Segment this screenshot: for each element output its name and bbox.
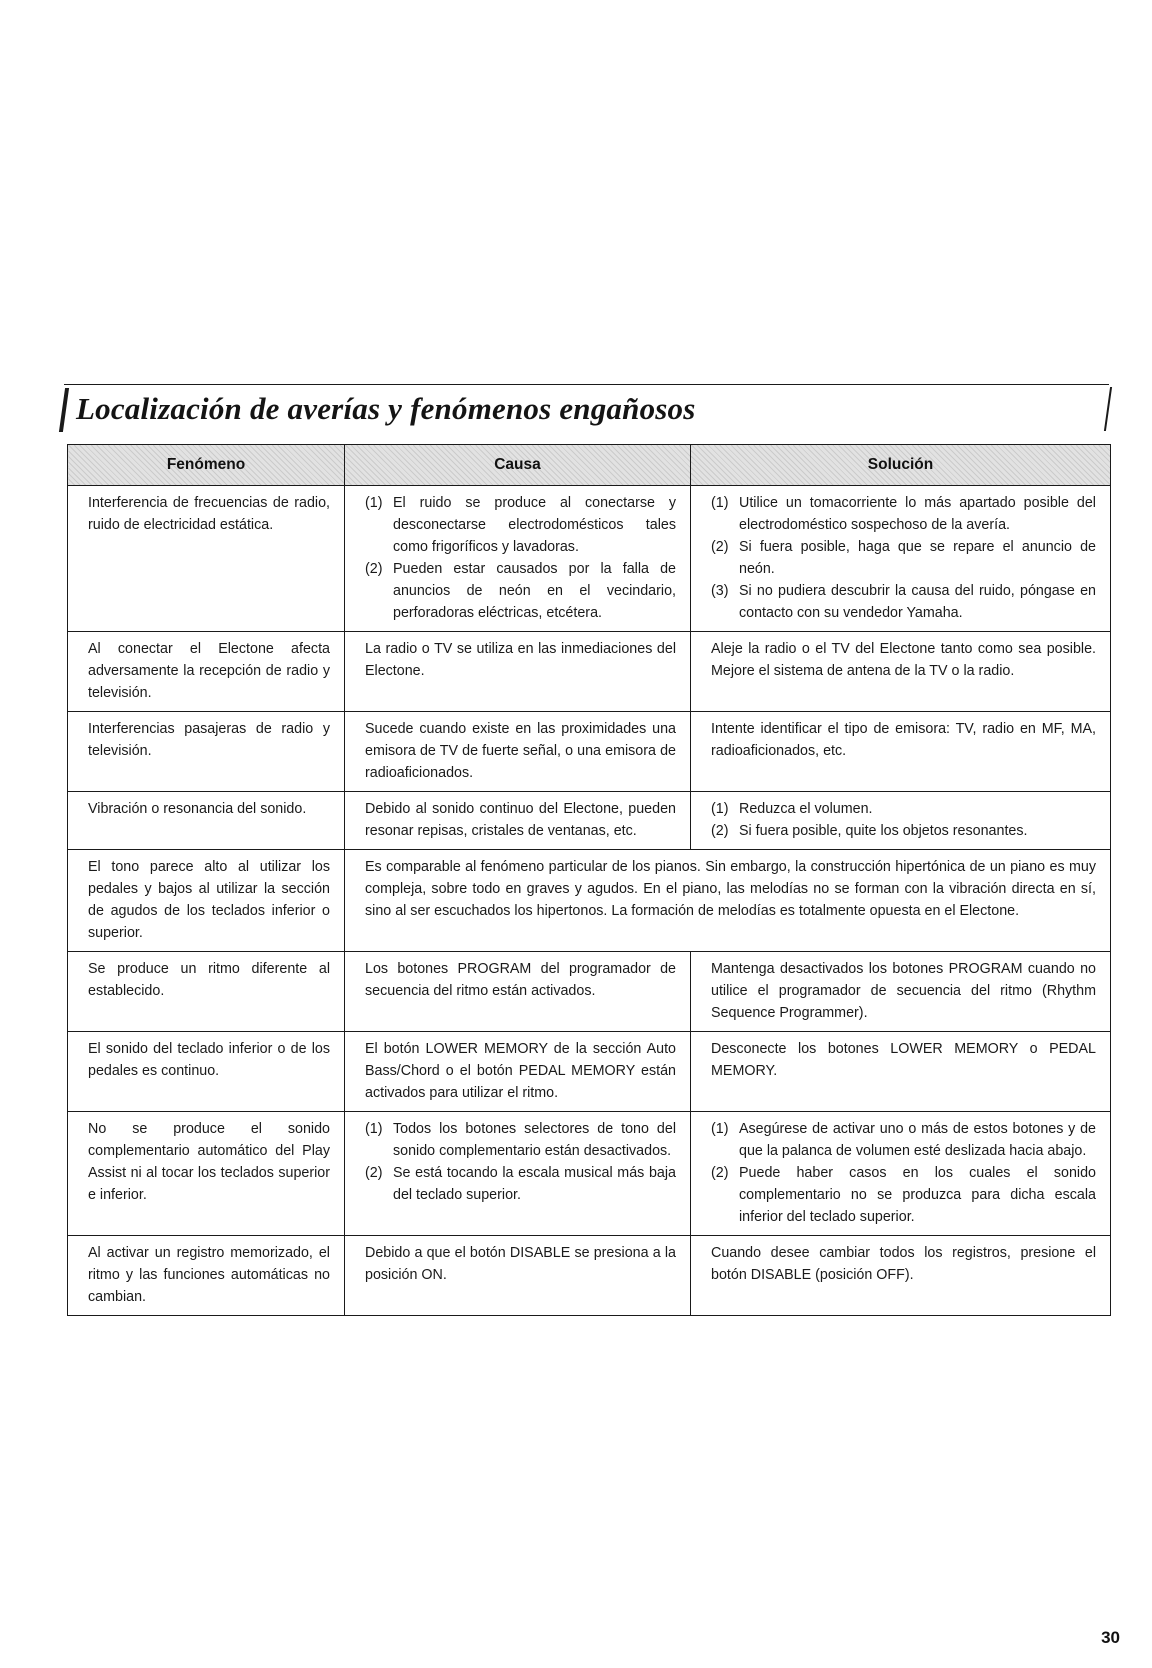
list-item: (2) Pueden estar causados por la falla de anuncios de neón en el vecindario, perforadoras eléctricas, etcétera. (365, 561, 676, 621)
header-causa: Causa (345, 445, 691, 486)
solucion-cell: Mantenga desactivados los botones PROGRAM cuando no utilice el programador de secuencia del ritmo (Rhythm Sequence Programmer). (691, 952, 1111, 1032)
table-row (68, 952, 1111, 1032)
table-row (68, 792, 1111, 850)
fenomeno-cell: No se produce el sonido complementario automático del Play Assist ni al tocar los teclados superior e inferior. (68, 1112, 345, 1236)
solucion-cell (691, 792, 1111, 850)
causa-cell: Debido al sonido continuo del Electone, pueden resonar repisas, cristales de ventanas, etc. (345, 792, 691, 850)
causa-cell (345, 1112, 691, 1236)
section-title-block (64, 384, 1109, 441)
header-fenomeno: Fenómeno (68, 445, 345, 486)
list-item: (2) Si fuera posible, haga que se repare el anuncio de neón. (711, 539, 1096, 577)
causa-cell: Debido a que el botón DISABLE se presiona a la posición ON. (345, 1236, 691, 1316)
fenomeno-cell: Interferencia de frecuencias de radio, ruido de electricidad estática. (68, 486, 345, 632)
fenomeno-cell: Interferencias pasajeras de radio y televisión. (68, 712, 345, 792)
troubleshooting-table (67, 444, 1111, 1316)
list-item: (2) Puede haber casos en los cuales el sonido complementario no se produzca para dicha escala inferior del teclado superior. (711, 1165, 1096, 1225)
page-title: Localización de averías y fenómenos engañosos (76, 391, 696, 426)
causa-cell: Sucede cuando existe en las proximidades una emisora de TV de fuerte señal, o una emisora de radioaficionados. (345, 712, 691, 792)
solucion-cell: Intente identificar el tipo de emisora: TV, radio en MF, MA, radioaficionados, etc. (691, 712, 1111, 792)
causa-cell: El botón LOWER MEMORY de la sección Auto Bass/Chord o el botón PEDAL MEMORY están activados para utilizar el ritmo. (345, 1032, 691, 1112)
fenomeno-cell: El sonido del teclado inferior o de los pedales es continuo. (68, 1032, 345, 1112)
causa-cell: Los botones PROGRAM del programador de secuencia del ritmo están activados. (345, 952, 691, 1032)
title-left-rule (59, 388, 69, 432)
causa-cell: La radio o TV se utiliza en las inmediaciones del Electone. (345, 632, 691, 712)
solucion-cell (691, 1112, 1111, 1236)
list-item: (3) Si no pudiera descubrir la causa del ruido, póngase en contacto con su vendedor Yamaha. (711, 583, 1096, 621)
solucion-cell: Cuando desee cambiar todos los registros, presione el botón DISABLE (posición OFF). (691, 1236, 1111, 1316)
list-item: (1) Reduzca el volumen. (711, 801, 873, 817)
fenomeno-cell: El tono parece alto al utilizar los pedales y bajos al utilizar la sección de agudos de los teclados inferior o superior. (68, 850, 345, 952)
table-header-row (68, 445, 1111, 486)
causa-cell (345, 486, 691, 632)
solucion-cell: Aleje la radio o el TV del Electone tanto como sea posible. Mejore el sistema de antena de la TV o la radio. (691, 632, 1111, 712)
title-right-rule (1104, 387, 1112, 431)
list-item: (1) Utilice un tomacorriente lo más apartado posible del electrodoméstico sospechoso de la avería. (711, 495, 1096, 533)
table-row (68, 1236, 1111, 1316)
fenomeno-cell: Vibración o resonancia del sonido. (68, 792, 345, 850)
list-item: (1) El ruido se produce al conectarse y desconectarse electrodomésticos tales como frigoríficos y lavadoras. (365, 495, 676, 555)
table-row (68, 850, 1111, 952)
list-item: (1) Asegúrese de activar uno o más de estos botones y de que la palanca de volumen esté deslizada hacia abajo. (711, 1121, 1096, 1159)
fenomeno-cell: Al conectar el Electone afecta adversamente la recepción de radio y televisión. (68, 632, 345, 712)
table-row (68, 1112, 1111, 1236)
fenomeno-cell: Al activar un registro memorizado, el ritmo y las funciones automáticas no cambian. (68, 1236, 345, 1316)
table-row (68, 486, 1111, 632)
page-number: 30 (1101, 1628, 1120, 1647)
fenomeno-cell: Se produce un ritmo diferente al establecido. (68, 952, 345, 1032)
solucion-cell (691, 486, 1111, 632)
table-row (68, 632, 1111, 712)
list-item: (1) Todos los botones selectores de tono del sonido complementario están desactivados. (365, 1121, 676, 1159)
list-item: (2) Se está tocando la escala musical más baja del teclado superior. (365, 1165, 676, 1203)
table-row (68, 1032, 1111, 1112)
header-solucion: Solución (691, 445, 1111, 486)
table-row (68, 712, 1111, 792)
list-item: (2) Si fuera posible, quite los objetos resonantes. (711, 823, 1028, 839)
solucion-cell: Desconecte los botones LOWER MEMORY o PEDAL MEMORY. (691, 1032, 1111, 1112)
merged-explanation-cell: Es comparable al fenómeno particular de los pianos. Sin embargo, la construcción hipertónica de un piano es muy compleja, sobre todo en graves y agudos. En el piano, las melodías no se forman con la vibración directa en sí, sino al ser escuchados los hipertonos. La formación de melodías es totalmente opuesta en el Electone. (345, 850, 1111, 952)
